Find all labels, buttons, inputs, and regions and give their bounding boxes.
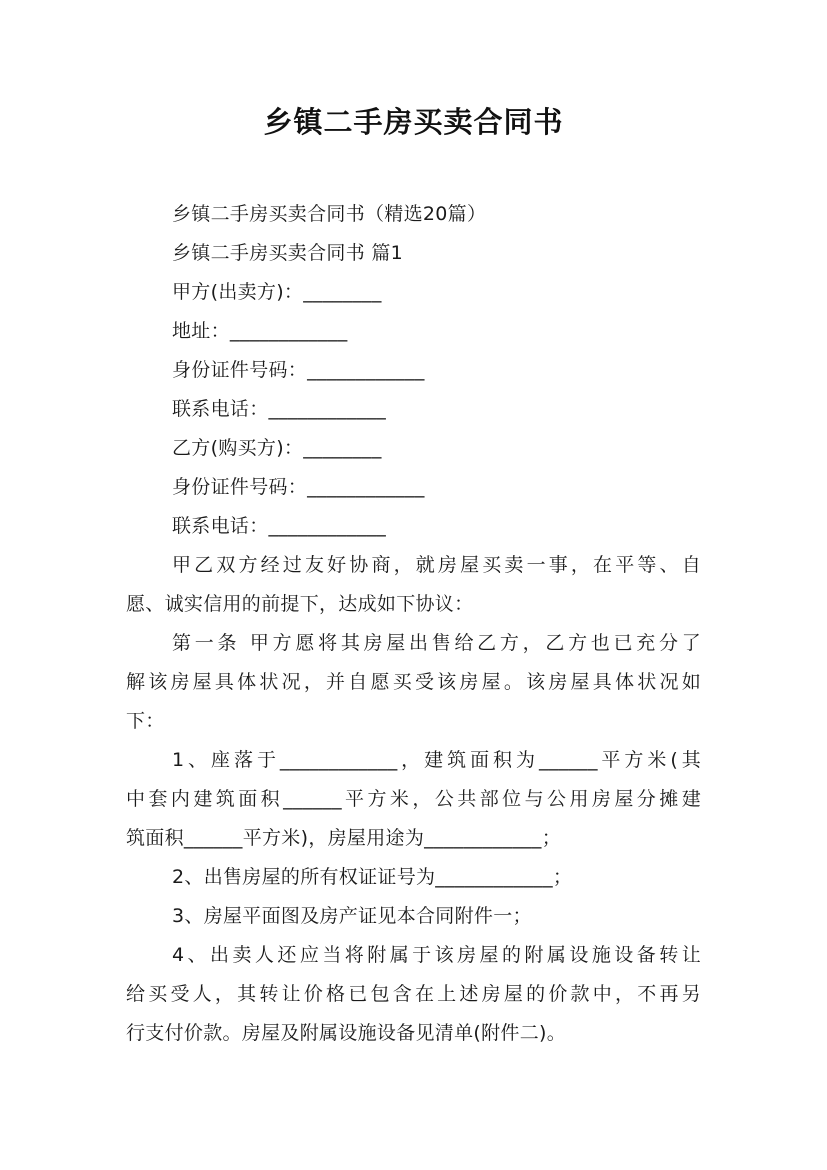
- party-b-id-field: 身份证件号码：____________: [172, 476, 425, 498]
- page-title: 乡镇二手房买卖合同书: [263, 105, 564, 139]
- paragraph-line: 3、房屋平面图及房产证见本合同附件一；: [172, 905, 532, 927]
- paragraph-line: 愿、诚实信用的前提下，达成如下协议：: [126, 593, 474, 615]
- paragraph-line: 4、出卖人还应当将附属于该房屋的附属设施设备转让: [172, 944, 701, 966]
- paragraph-line: 中套内建筑面积______平方米，公共部位与公用房屋分摊建: [126, 788, 701, 810]
- paragraph-line: 2、出售房屋的所有权证证号为____________；: [172, 866, 573, 888]
- paragraph-line: 解该房屋具体状况，并自愿买受该房屋。该房屋具体状况如: [126, 671, 701, 693]
- paragraph-line: 筑面积______平方米)，房屋用途为____________；: [126, 827, 562, 849]
- party-b-label: 乙方(购买方)：________: [172, 437, 382, 459]
- paragraph-line: 给买受人，其转让价格已包含在上述房屋的价款中，不再另: [126, 983, 701, 1005]
- address-field: 地址：____________: [172, 320, 348, 342]
- paragraph-line: 行支付价款。房屋及附属设施设备见清单(附件二)。: [126, 1022, 567, 1044]
- party-b-phone-field: 联系电话：____________: [172, 515, 387, 537]
- party-a-phone-field: 联系电话：____________: [172, 398, 387, 420]
- paragraph-line: 下：: [126, 710, 165, 732]
- party-a-label: 甲方(出卖方)：________: [172, 281, 382, 303]
- paragraph-line: 甲乙双方经过友好协商，就房屋买卖一事，在平等、自: [172, 554, 701, 576]
- subtitle-line: 乡镇二手房买卖合同书（精选20篇）: [172, 203, 487, 225]
- paragraph-line: 1、座落于____________，建筑面积为______平方米(其: [172, 749, 701, 771]
- party-a-id-field: 身份证件号码：____________: [172, 359, 425, 381]
- paragraph-line: 第一条 甲方愿将其房屋出售给乙方，乙方也已充分了: [172, 632, 701, 654]
- section-heading: 乡镇二手房买卖合同书 篇1: [172, 242, 404, 264]
